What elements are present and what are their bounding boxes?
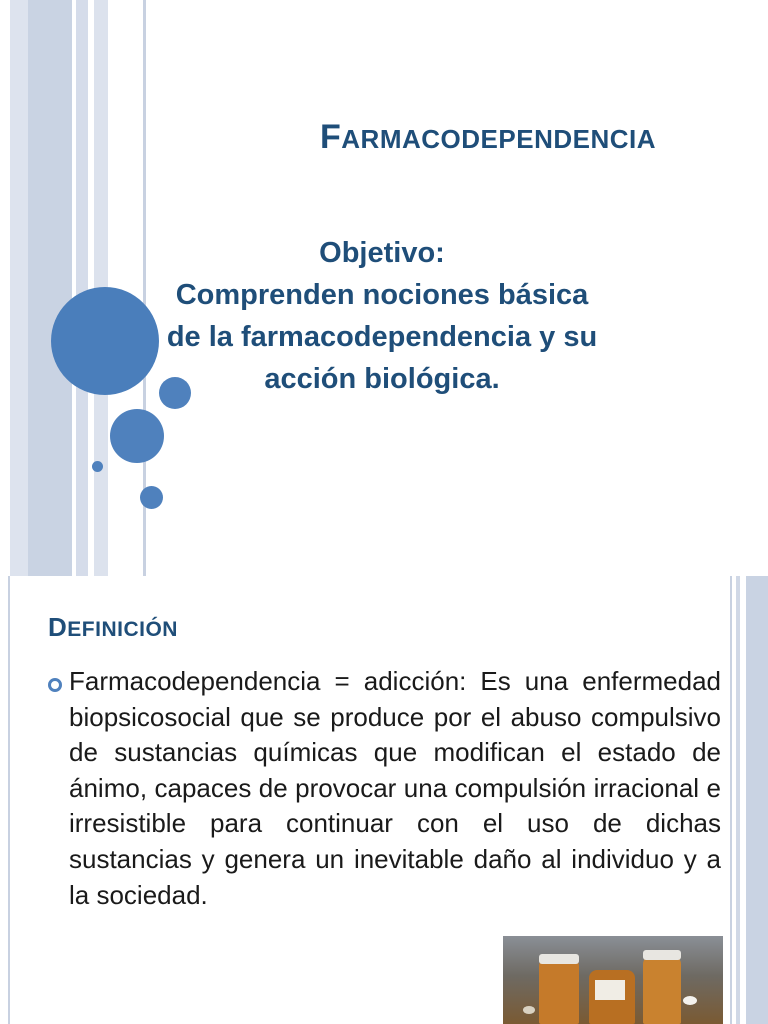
objective-line: de la farmacodependencia y su <box>166 321 598 353</box>
objective-line: Comprenden nociones básica <box>175 279 589 311</box>
stripe <box>746 576 768 1024</box>
definition-heading <box>48 612 178 643</box>
stripe <box>10 0 28 576</box>
slide-title-heading <box>320 118 656 157</box>
title-initial: D <box>48 612 68 642</box>
pill-bottles-photo <box>503 936 723 1024</box>
definition-text: Farmacodependencia = adicción: Es una enfermedad biopsicosocial que se produce por el abuso compulsivo de sustancias químicas que modifican el estado de ánimo, capaces de provocar una compulsión irracional e irresistible para continuar con el uso de dichas sustancias y genera un inevitable daño al individuo y a la sociedad. <box>69 666 721 910</box>
stripe <box>730 576 732 1024</box>
stripe <box>0 0 10 576</box>
slide-definition <box>0 576 768 1024</box>
decorative-circle <box>92 461 103 472</box>
stripe <box>8 576 10 1024</box>
title-rest: EFINICIÓN <box>67 618 178 641</box>
stripe <box>76 0 88 576</box>
decorative-circle <box>110 409 164 463</box>
stripe <box>28 0 72 576</box>
title-rest: ARMACODEPENDENCIA <box>341 124 657 154</box>
bullet-icon <box>48 678 62 692</box>
objective-label: Objetivo: <box>319 237 445 269</box>
decorative-circle <box>140 486 163 509</box>
title-initial: F <box>320 118 342 156</box>
objective-line: acción biológica. <box>264 363 500 395</box>
objective-block <box>112 232 652 400</box>
